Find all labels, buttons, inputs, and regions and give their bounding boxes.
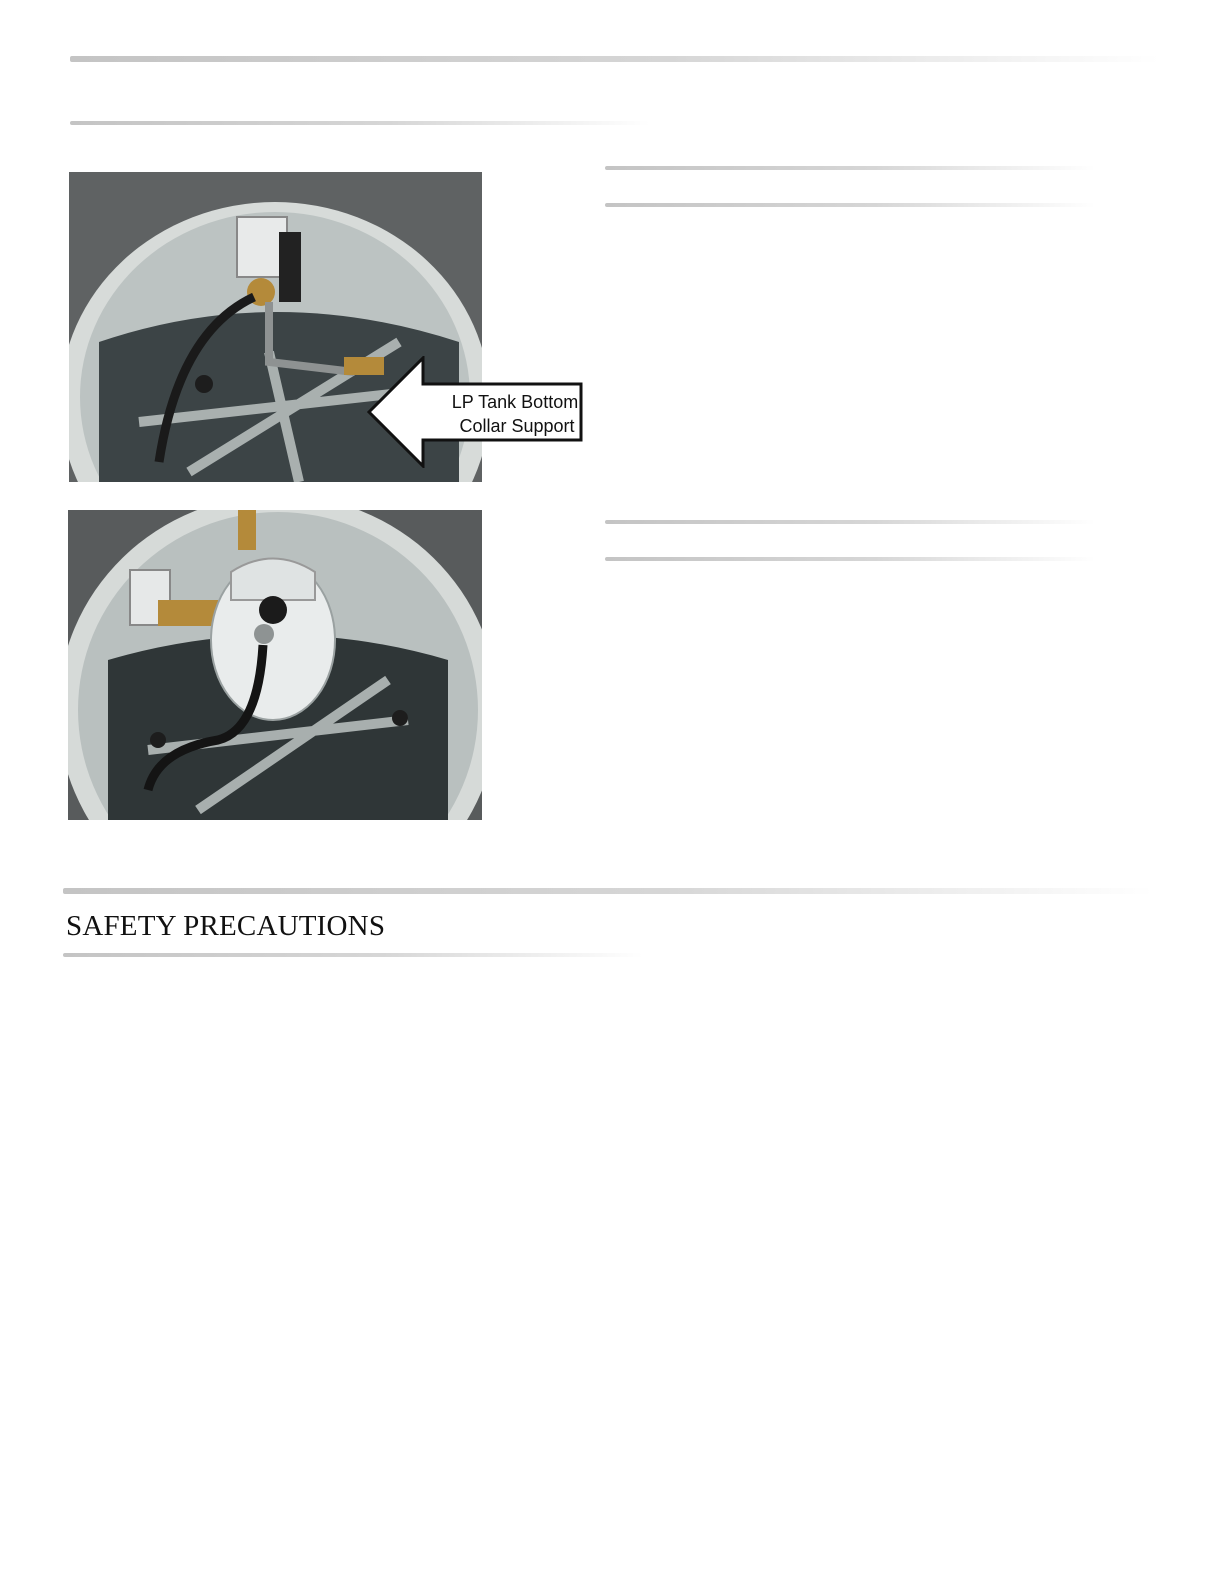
callout-label-line2: Collar Support: [459, 416, 575, 436]
right-column-rule-3: [605, 520, 1095, 524]
lp-tank-installed-illustration: [68, 510, 482, 820]
section-rule-bottom: [63, 953, 643, 957]
callout-label-line1: LP Tank Bottom: [451, 392, 579, 412]
right-column-rule-1: [605, 166, 1095, 170]
section-rule-top: [63, 888, 1153, 894]
header-rule-bottom: [70, 121, 650, 125]
callout-arrow: [367, 356, 587, 468]
header-rule-top: [70, 56, 1160, 62]
lp-tank-installed-photo: [68, 510, 482, 820]
right-column-rule-4: [605, 557, 1095, 561]
section-title: SAFETY PRECAUTIONS: [66, 910, 386, 942]
right-column-rule-2: [605, 203, 1095, 207]
